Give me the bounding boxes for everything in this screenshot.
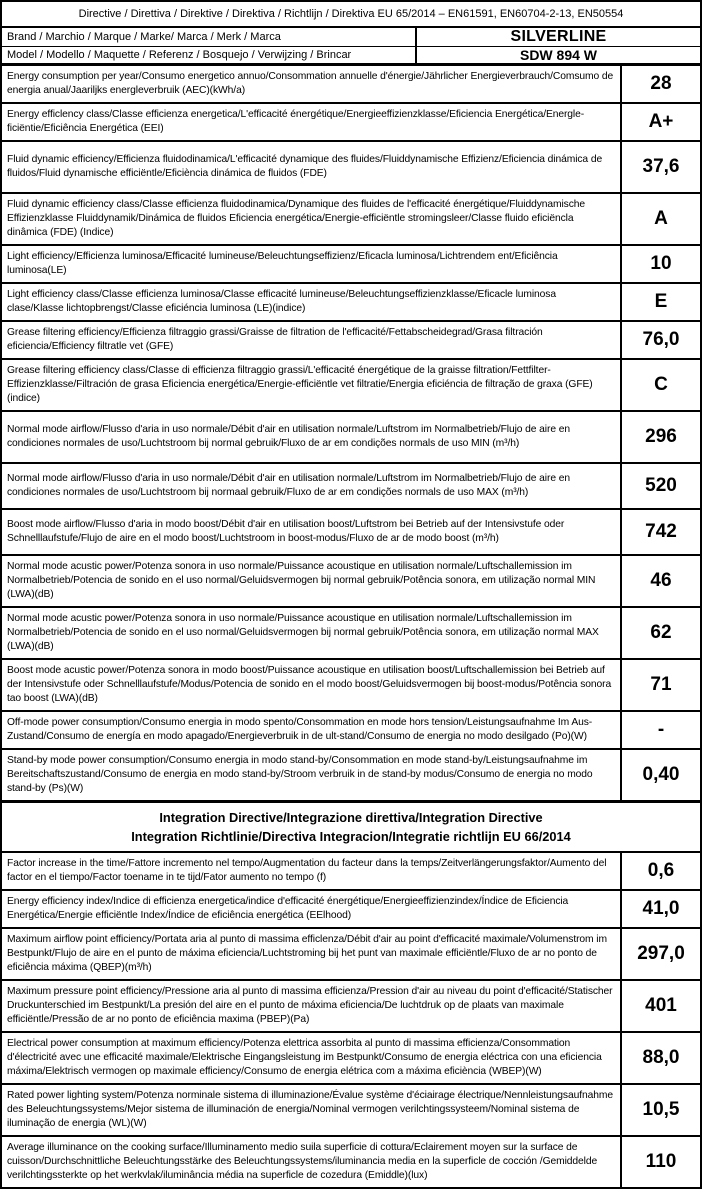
spec-value: E bbox=[620, 284, 700, 320]
model-row bbox=[2, 46, 700, 63]
spec-value: 37,6 bbox=[620, 142, 700, 192]
spec-value: 520 bbox=[620, 464, 700, 508]
spec-label: Fluid dynamic efficiency/Efficienza fluidodinamica/L'efficacité dynamique des fluides/Fluiddynamische Effizienz/Eficiencia dinámica de fluidos/Fluid dynamische efficiëntle/Eficiència dinámica de fluidos (FDE) bbox=[7, 154, 603, 179]
spec-value: 297,0 bbox=[620, 929, 700, 979]
spec-value: 0,40 bbox=[620, 750, 700, 800]
spec-row-rated-power-lighting bbox=[2, 1083, 700, 1135]
spec-row-average-illuminance bbox=[2, 1135, 700, 1187]
spec-label: Light efficiency/Efficienza luminosa/Efficacité lumineuse/Beleuchtungseffizienz/Eficacla luminosa/Lichtrendem ent/Eficiência luminosa(LE) bbox=[7, 251, 558, 276]
model-label: Model / Modello / Maquette / Referenz / Bosquejo / Verwijzing / Brincar bbox=[7, 49, 352, 61]
brand-value: SILVERLINE bbox=[415, 28, 700, 46]
spec-value: C bbox=[620, 360, 700, 410]
spec-value: 0,6 bbox=[620, 853, 700, 889]
spec-label: Electrical power consumption at maximum efficiency/Potenza elettrica assorbita al punto di massima efficienza/Consommation d'électricité avec une efficacité maximale/Elektrische Eingangsleistung im Bestpunkt/Consumo de energia eléctrica con una eficiencia máxima/Elektrisch vermogen op maximale efficiency/Consumo de energia elétrica com a máxima eficiència (WBEP)(W) bbox=[7, 1038, 602, 1077]
spec-label: Grease filtering efficiency class/Classe di efficienza filtraggio grassi/L'efficacité énergétique de la graisse filtration/Fettfilter-Effizienzklasse/Filtración de grasa Eficiencia energética/Energie-efficiëntle vet filtratie/Energia eficiéncia de filtração de graxa (GFE)(indice) bbox=[7, 365, 593, 404]
spec-value: 110 bbox=[620, 1137, 700, 1187]
spec-value: - bbox=[620, 712, 700, 748]
spec-row-energy-efficiency-index bbox=[2, 889, 700, 927]
spec-row-boost-acoustic bbox=[2, 658, 700, 710]
spec-label: Average illuminance on the cooking surface/Illuminamento medio suila superficie di cottura/Eclairement moyen sur la surface de cuisson/Durchschnittliche Beleuchtungsstärke des Beleuchtungssystems/iluminancia media en la superficle de cocción /Gemiddelde verilchtingssterkte op het werkvlak/iluminância média na superficle de cozedura (Emiddle)(lux) bbox=[7, 1142, 598, 1181]
spec-row-grease-filtering-efficiency bbox=[2, 320, 700, 358]
directive-row bbox=[2, 2, 700, 26]
spec-value: 10,5 bbox=[620, 1085, 700, 1135]
spec-label: Energy efficlency class/Classe efficienza energetica/L'efficacité énergétique/Energieeffizienzklasse/Eficiencia Energética/Energle-ficiëntie/Eficiência Energética (EEI) bbox=[7, 109, 585, 134]
spec-value: 401 bbox=[620, 981, 700, 1031]
spec-row-normal-acoustic-max bbox=[2, 606, 700, 658]
spec-row-standby-power bbox=[2, 748, 700, 800]
spec-label: Boost mode acustic power/Potenza sonora in modo boost/Puissance acoustique en utilisation boost/Luftschallemission bei Betrieb auf der Intensivstufe oder Schnelllaufstufe/Modus/Potencia de sonido en el modo boost/Geluidsvermogen bij boost-modus/Potência sonora tao boost (LWA)(dB) bbox=[7, 665, 612, 704]
spec-value: A bbox=[620, 194, 700, 244]
spec-row-normal-airflow-min bbox=[2, 410, 700, 462]
spec-row-factor-increase-time bbox=[2, 851, 700, 889]
spec-row-fluid-dynamic-efficiency-class bbox=[2, 192, 700, 244]
spec-label: Normal mode airflow/Flusso d'aria in uso normale/Débit d'air en utilisation normale/Luftstrom im Normalbetrieb/Flujo de aire en condiciones normales de uso/Luchtstroom bij normaal gebruik/Fluxo de ar em condições normals de uso MAX (m³/h) bbox=[7, 473, 570, 498]
spec-value: 76,0 bbox=[620, 322, 700, 358]
spec-label: Boost mode airflow/Flusso d'aria in modo boost/Débit d'air en utilisation boost/Luftstrom bei Betrieb auf der Intensivstufe oder Schnelllaufstufe/Flujo de aire en el modo boost/Luchtstroom in boost-modus/Fluxo de ar de modo boost (m³/h) bbox=[7, 519, 565, 544]
spec-row-fluid-dynamic-efficiency bbox=[2, 140, 700, 192]
spec-value: A+ bbox=[620, 104, 700, 140]
spec-row-boost-airflow bbox=[2, 508, 700, 554]
integration-directive-line1: Integration Directive/Integrazione direttiva/Integration Directive bbox=[159, 810, 543, 825]
spec-label: Rated power lighting system/Potenza norminale sistema di illuminazione/Évalue système d'éciairage électrique/Nennleistungsaufnahme des Beleuchtungssystems/Mejor sistema de illuminación de energia/Nominal vermogen verilchtingssysteem/Nominal sistema de iluminação de energia (WL)(W) bbox=[7, 1090, 613, 1129]
brand-label: Brand / Marchio / Marque / Marke/ Marca / Merk / Marca bbox=[7, 31, 281, 43]
spec-row-grease-filtering-efficiency-class bbox=[2, 358, 700, 410]
spec-label: Energy efficiency index/Indice di efficienza energetica/indice d'efficacité énergétique/Energieeffizienzindex/Índice de Eficiencia Energética/Energie efficiëntle Index/Índice de eficiência energética (EElhood) bbox=[7, 896, 569, 921]
spec-label: Normal mode acustic power/Potenza sonora in uso normale/Puissance acoustique en utilisation normale/Luftschallemission im Normalbetrieb/Potencia de sonido en el uso normal/Geluidsvermogen bij normal gebruik/Potência sonora, em utilização normal MIN (LWA)(dB) bbox=[7, 561, 596, 600]
spec-row-off-mode-power bbox=[2, 710, 700, 748]
spec-row-normal-airflow-max bbox=[2, 462, 700, 508]
spec-row-normal-acoustic-min bbox=[2, 554, 700, 606]
spec-value: 10 bbox=[620, 246, 700, 282]
spec-label: Maximum pressure point efficiency/Pressione aria al punto di massima efficienza/Pression d'air au niveau du point d'efficacité/Statischer Druckunterschied im Bestpunkt/La presión del aire en el punto de máxima eficiencia/De luchtdruk op de plaats van maximale efficiëntle/Pressão de ar no ponto de eficiência maxima (PBEP)(Pa) bbox=[7, 986, 613, 1025]
spec-value: 71 bbox=[620, 660, 700, 710]
spec-label: Maximum airflow point efficiency/Portata aria al punto di massima efficlenza/Débit d'air au point d'efficacité maximale/Volumenstrom im Bestpunkt/Flujo de aire en el punto de máxima eficiencia/Luchtstroming bij het punt van maximale efficiëntle/Fluxo de ar no ponto de eficiência máxima (QBEP)(m³/h) bbox=[7, 934, 607, 973]
spec-label: Off-mode power consumption/Consumo energia in modo spento/Consommation en mode hors tension/Leistungsaufnahme Im Aus-Zustand/Consumo de energía en modo apagado/Energieverbruik in de ult-stand/Consumo de energia no modo desilgado (Po)(W) bbox=[7, 717, 593, 742]
spec-label: Fluid dynamic efficiency class/Classe efficienza fluidodinamica/Dynamique des fluides de l'efficacité énergétique/Fluiddynamische Effizienzklasse Fluiddynamik/Dinámica de fluidos Eficiencia energética/Energie-efficiëntle stromingsleer/Classe fluido eficiëncla dinâmica (FDE) (Indice) bbox=[7, 199, 586, 238]
directive-text: Directive / Direttiva / Direktive / Direktiva / Richtlijn / Direktiva EU 65/2014 – EN61591, EN60704-2-13, EN50554 bbox=[78, 8, 624, 20]
spec-label: Factor increase in the time/Fattore incremento nel tempo/Augmentation du facteur dans la temps/Zeitverlängerungsfaktor/Aumento del factor en el tiempo/Factor toename in te tijd/Fator aumento no tempo (f) bbox=[7, 858, 607, 883]
spec-label: Normal mode acustic power/Potenza sonora in uso normale/Puissance acoustique en utilisation normale/Luftschallemission im Normalbetrieb/Potencia de sonido en el uso normal/Geluidsvermogen bij normal gebruik/Potência sonora, em utilização normal MAX (LWA)(dB) bbox=[7, 613, 599, 652]
spec-row-light-efficiency bbox=[2, 244, 700, 282]
integration-directive-header bbox=[2, 800, 700, 851]
spec-value: 41,0 bbox=[620, 891, 700, 927]
spec-row-max-pressure-point-efficiency bbox=[2, 979, 700, 1031]
spec-label: Stand-by mode power consumption/Consumo energia in modo stand-by/Consommation en mode stand-by/Leistungsaufnahme im Bereitschaftszustand/Consumo de energia en modo stand-by/Stroom verbruik in de stand-by modus/Consumo de energia no modo stand-by (Ps)(W) bbox=[7, 755, 593, 794]
spec-value: 88,0 bbox=[620, 1033, 700, 1083]
spec-value: 296 bbox=[620, 412, 700, 462]
spec-label: Energy consumption per year/Consumo energetico annuo/Consommation annuelle d'énergie/Jährlicher Energieverbrauch/Comsumo de energia anual/Jaariljks energleverbruik (AEC)(kWh/a) bbox=[7, 71, 614, 96]
spec-row-light-efficiency-class bbox=[2, 282, 700, 320]
spec-value: 62 bbox=[620, 608, 700, 658]
brand-row bbox=[2, 26, 700, 46]
spec-value: 742 bbox=[620, 510, 700, 554]
spec-row-energy-efficiency-class bbox=[2, 102, 700, 140]
spec-label: Normal mode airflow/Flusso d'aria in uso normale/Débit d'air en utilisation normale/Luftstrom im Normalbetrieb/Flujo de aire en condiciones normales de uso/Luchtstroom bij normal gebruik/Fluxo de ar em condições normals de uso MIN (m³/h) bbox=[7, 424, 570, 449]
spec-label: Light efficiency class/Classe efficienza luminosa/Classe efficacité lumineuse/Beleuchtungseffizienzklasse/Eficacle luminosa clase/Klasse lichtopbrengst/Classe eficiéncia luminosa (LE)(indice) bbox=[7, 289, 556, 314]
spec-row-max-airflow-point-efficiency bbox=[2, 927, 700, 979]
spec-row-energy-consumption bbox=[2, 63, 700, 102]
model-value: SDW 894 W bbox=[415, 47, 700, 63]
spec-label: Grease filtering efficiency/Efficienza filtraggio grassi/Graisse de filtration de l'efficacité/Fettabscheidegrad/Grasa filtración eficiencia/Efficiency filtratle vet (GFE) bbox=[7, 327, 543, 352]
spec-value: 46 bbox=[620, 556, 700, 606]
integration-directive-line2: Integration Richtlinie/Directiva Integracion/Integratie richtlijn EU 66/2014 bbox=[131, 829, 571, 844]
spec-value: 28 bbox=[620, 66, 700, 102]
spec-row-electrical-power-consumption bbox=[2, 1031, 700, 1083]
